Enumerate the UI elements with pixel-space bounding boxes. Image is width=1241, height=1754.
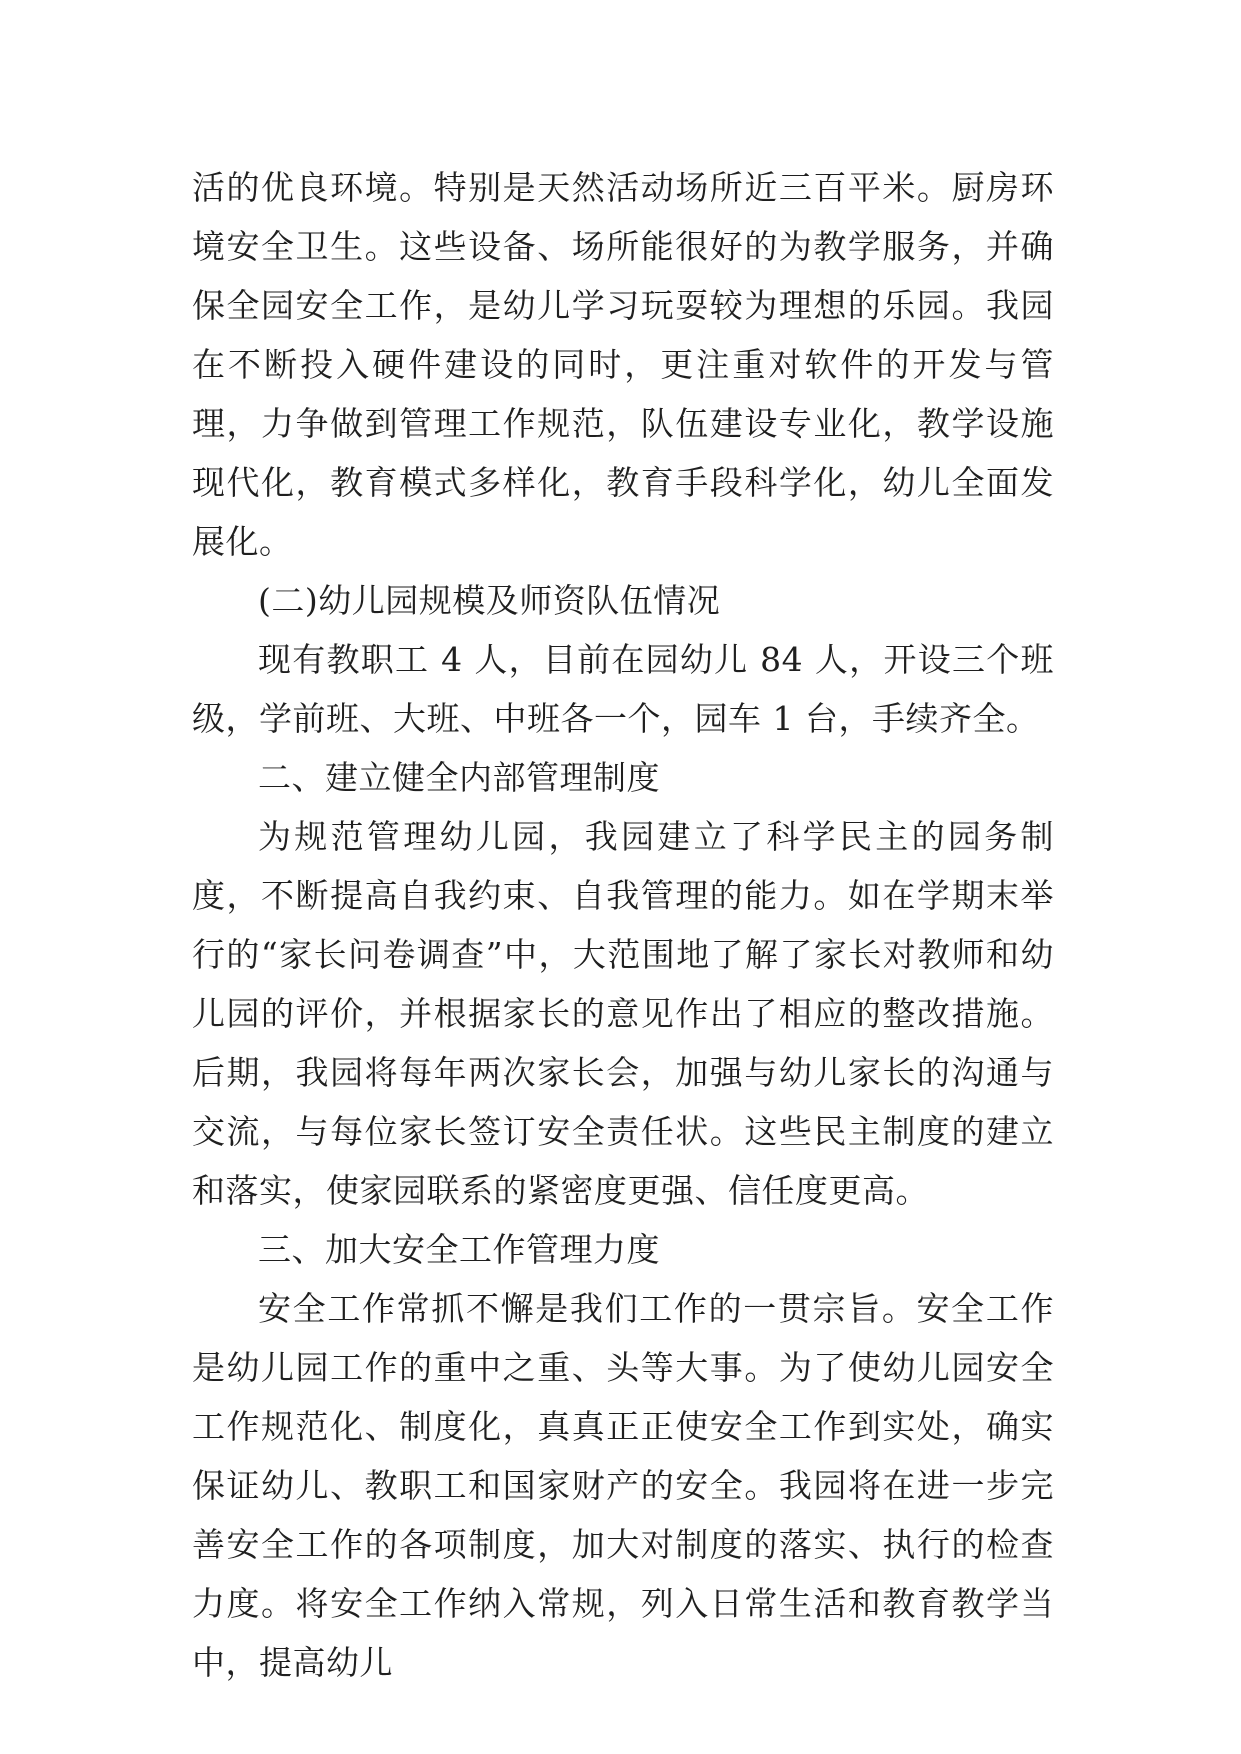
paragraph-staff: 现有教职工 4 人，目前在园幼儿 84 人，开设三个班级，学前班、大班、中班各一个，园车 1 台，手续齐全。 <box>192 640 1054 738</box>
section-heading-safety: 三、加大安全工作管理力度 <box>258 1230 660 1269</box>
section-heading-management: 二、建立健全内部管理制度 <box>258 758 660 797</box>
paragraph-management: 为规范管理幼儿园，我园建立了科学民主的园务制度，不断提高自我约束、自我管理的能力。如在学期末举行的“家长问卷调查”中，大范围地了解了家长对教师和幼儿园的评价，并根据家长的意见作出了相应的整改措施。后期，我园将每年两次家长会，加强与幼儿家长的沟通与交流，与每位家长签订安全责任状。这些民主制度的建立和落实，使家园联系的紧密度更强、信任度更高。 <box>192 817 1054 1210</box>
paragraph-environment: 活的优良环境。特别是天然活动场所近三百平米。厨房环境安全卫生。这些设备、场所能很好的为教学服务，并确保全园安全工作，是幼儿学习玩耍较为理想的乐园。我园在不断投入硬件建设的同时，更注重对软件的开发与管理，力争做到管理工作规范，队伍建设专业化，教学设施现代化，教育模式多样化，教育手段科学化，幼儿全面发展化。 <box>192 168 1054 561</box>
document-body <box>192 158 1054 1692</box>
section-heading-scale-staff: (二)幼儿园规模及师资队伍情况 <box>258 581 721 620</box>
paragraph-safety: 安全工作常抓不懈是我们工作的一贯宗旨。安全工作是幼儿园工作的重中之重、头等大事。为了使幼儿园安全工作规范化、制度化，真真正正使安全工作到实处，确实保证幼儿、教职工和国家财产的安全。我园将在进一步完善安全工作的各项制度，加大对制度的落实、执行的检查力度。将安全工作纳入常规，列入日常生活和教育教学当中，提高幼儿 <box>192 1289 1054 1682</box>
